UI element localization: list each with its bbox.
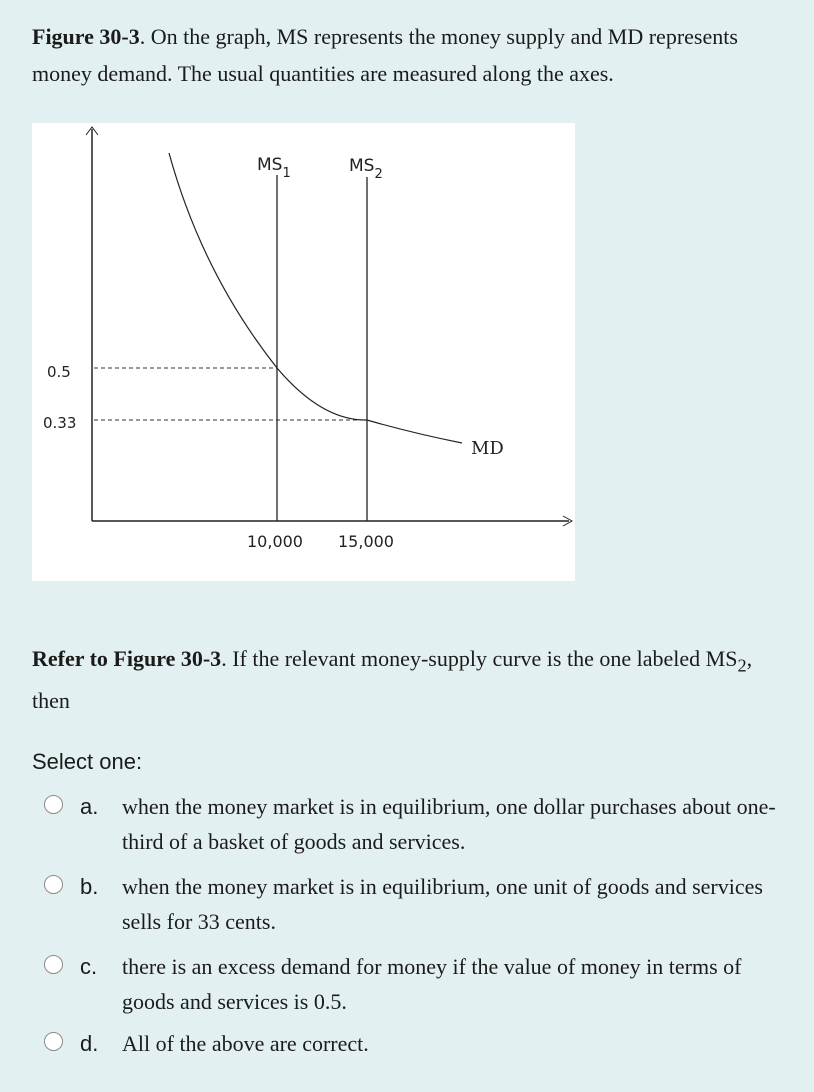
y-tick-0-33: 0.33 <box>43 414 77 432</box>
x-tick-15000: 15,000 <box>338 532 394 551</box>
question-text <box>32 641 792 718</box>
x-tick-10000: 10,000 <box>247 532 303 551</box>
option-b-radio[interactable] <box>44 875 63 894</box>
question-figure-ref: Refer to Figure 30-3 <box>32 646 222 671</box>
question-suffix: , then <box>32 646 753 714</box>
option-a-letter: a. <box>80 794 99 819</box>
option-b-text: when the money market is in equilibrium, one unit of goods and services sells for 33 cents. <box>122 874 763 934</box>
option-c-text: there is an excess demand for money if the value of money in terms of goods and services is 0.5. <box>122 954 742 1014</box>
md-label: MD <box>471 438 504 459</box>
md-curve <box>169 153 462 443</box>
figure-ref: Figure 30-3 <box>32 24 140 49</box>
option-b-letter: b. <box>80 874 99 899</box>
money-market-chart <box>32 123 575 581</box>
select-one-label: Select one: <box>32 749 143 774</box>
option-d-text: All of the above are correct. <box>122 1031 369 1056</box>
question-middle: . If the relevant money-supply curve is the one labeled MS <box>221 646 738 671</box>
option-d-radio[interactable] <box>44 1032 63 1051</box>
option-c-letter: c. <box>80 954 98 979</box>
question-sub: 2 <box>737 655 747 676</box>
y-tick-0-5: 0.5 <box>47 363 71 381</box>
figure-caption <box>32 18 792 92</box>
option-a-radio[interactable] <box>44 795 63 814</box>
option-d-letter: d. <box>80 1031 99 1056</box>
ms2-label: $MS_2$ <box>349 156 383 182</box>
figure-caption-text: . On the graph, MS represents the money supply and MD represents money demand. The usual quantities are measured along the axes. <box>32 24 738 86</box>
ms1-label: $MS_1$ <box>257 155 291 181</box>
figure-panel <box>32 123 575 581</box>
option-a-text: when the money market is in equilibrium, one dollar purchases about one-third of a basket of goods and services. <box>122 794 776 854</box>
option-c-radio[interactable] <box>44 955 63 974</box>
